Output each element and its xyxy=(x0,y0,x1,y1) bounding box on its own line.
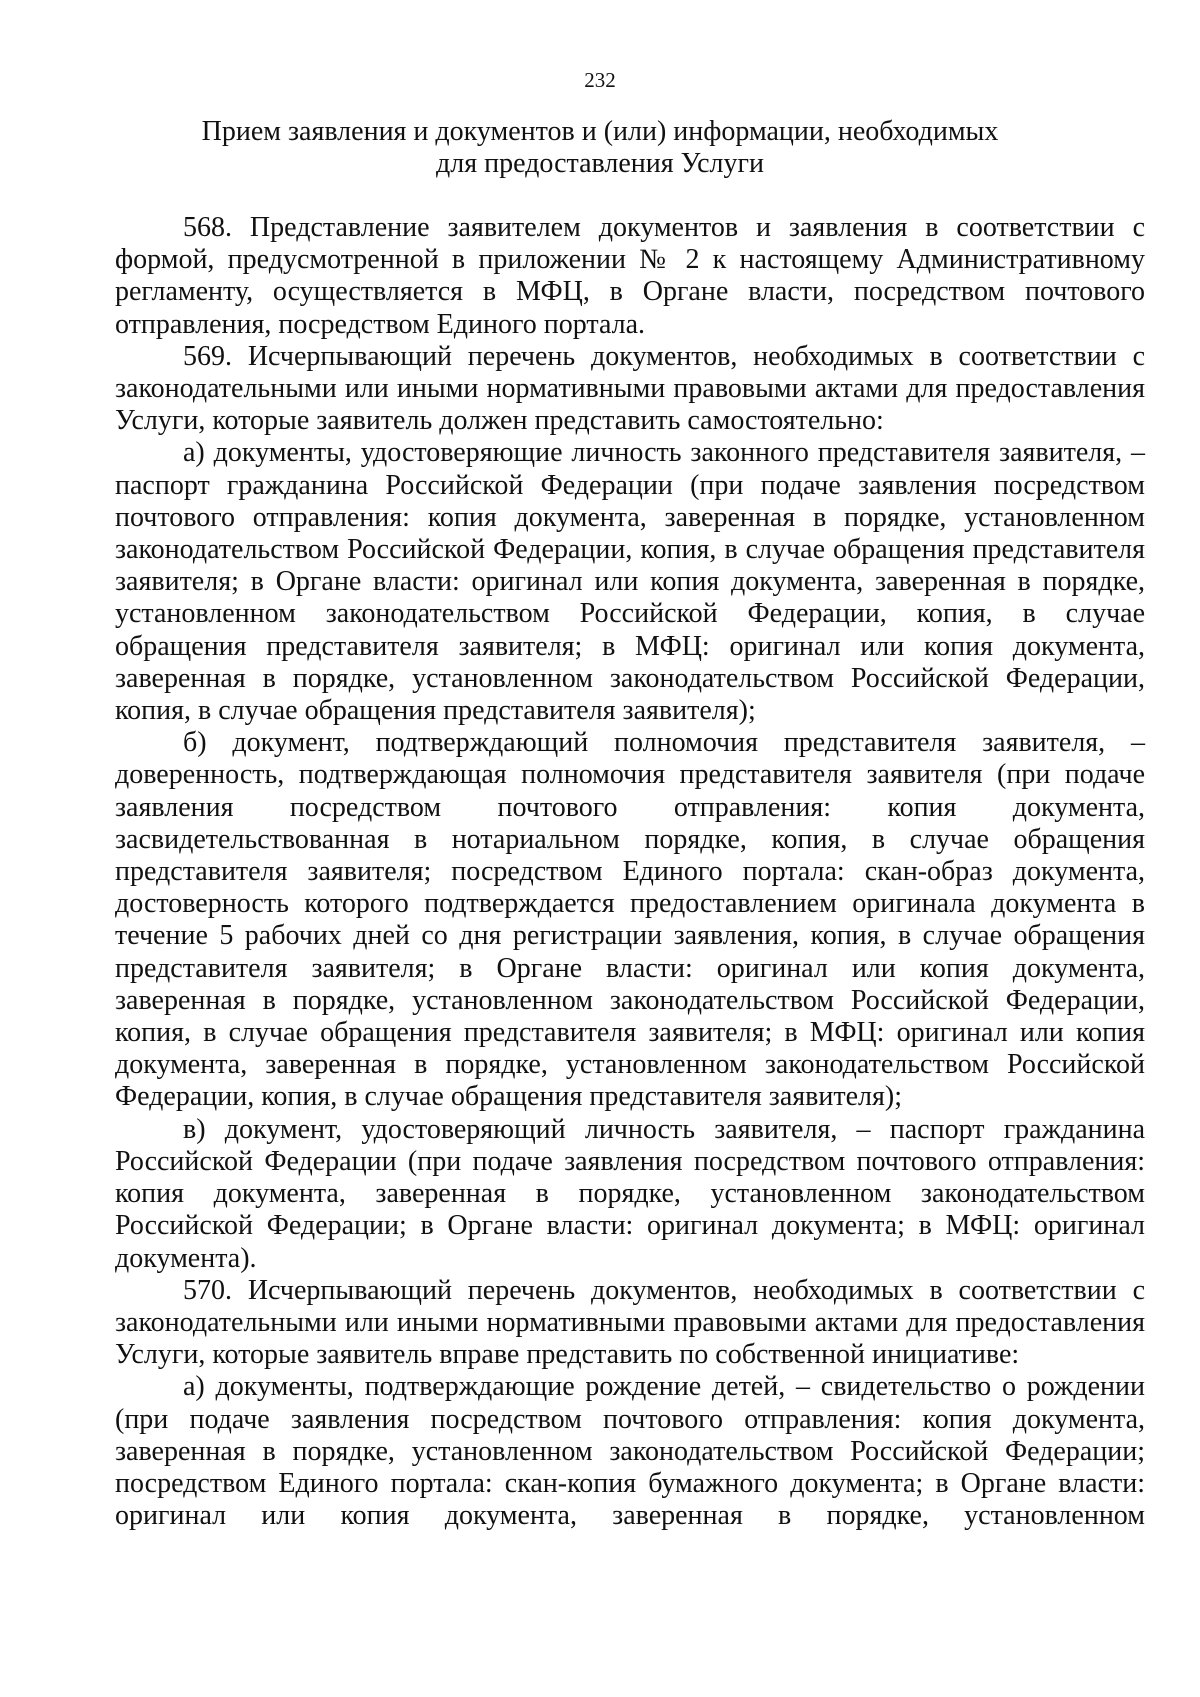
document-body xyxy=(115,212,1145,1532)
paragraph-569-b: б) документ, подтверждающий полномочия представителя заявителя, – доверенность, подтверждающая полномочия представителя заявителя (при подаче заявления посредством почтового отправления: копия документа, засвидетельствованная в нотариальном порядке, копия, в случае обращения представителя заявителя; посредством Единого портала: скан-образ документа, достоверность которого подтверждается предоставлением оригинала документа в течение 5 рабочих дней со дня регистрации заявления, копия, в случае обращения представителя заявителя; в Органе власти: оригинал или копия документа, заверенная в порядке, установленном законодательством Российской Федерации, копия, в случае обращения представителя заявителя; в МФЦ: оригинал или копия документа, заверенная в порядке, установленном законодательством Российской Федерации, копия, в случае обращения представителя заявителя); xyxy=(115,727,1145,1113)
paragraph-569-a: а) документы, удостоверяющие личность законного представителя заявителя, – паспорт гражданина Российской Федерации (при подаче заявления посредством почтового отправления: копия документа, заверенная в порядке, установленном законодательством Российской Федерации, копия, в случае обращения представителя заявителя; в Органе власти: оригинал или копия документа, заверенная в порядке, установленном законодательством Российской Федерации, копия, в случае обращения представителя заявителя; в МФЦ: оригинал или копия документа, заверенная в порядке, установленном законодательством Российской Федерации, копия, в случае обращения представителя заявителя); xyxy=(115,437,1145,727)
paragraph-570-a: а) документы, подтверждающие рождение детей, – свидетельство о рождении (при подаче заявления посредством почтового отправления: копия документа, заверенная в порядке, установленном законодательством Российской Федерации; посредством Единого портала: скан-копия бумажного документа; в Органе власти: оригинал или копия документа, заверенная в порядке, установленном xyxy=(115,1371,1145,1532)
paragraph-568: 568. Представление заявителем документов и заявления в соответствии с формой, предусмотренной в приложении № 2 к настоящему Административному регламенту, осуществляется в МФЦ, в Органе власти, посредством почтового отправления, посредством Единого портала. xyxy=(115,212,1145,340)
paragraph-569: 569. Исчерпывающий перечень документов, необходимых в соответствии с законодательными или иными нормативными правовыми актами для предоставления Услуги, которые заявитель должен представить самостоятельно: xyxy=(115,340,1145,437)
page-number: 232 xyxy=(584,68,616,92)
paragraph-570: 570. Исчерпывающий перечень документов, необходимых в соответствии с законодательными или иными нормативными правовыми актами для предоставления Услуги, которые заявитель вправе представить по собственной инициативе: xyxy=(115,1274,1145,1371)
section-heading: Прием заявления и документов и (или) информации, необходимых для предоставления Услуги xyxy=(201,116,999,179)
paragraph-569-v: в) документ, удостоверяющий личность заявителя, – паспорт гражданина Российской Федерации (при подаче заявления посредством почтового отправления: копия документа, заверенная в порядке, установленном законодательством Российской Федерации; в Органе власти: оригинал документа; в МФЦ: оригинал документа). xyxy=(115,1113,1145,1274)
